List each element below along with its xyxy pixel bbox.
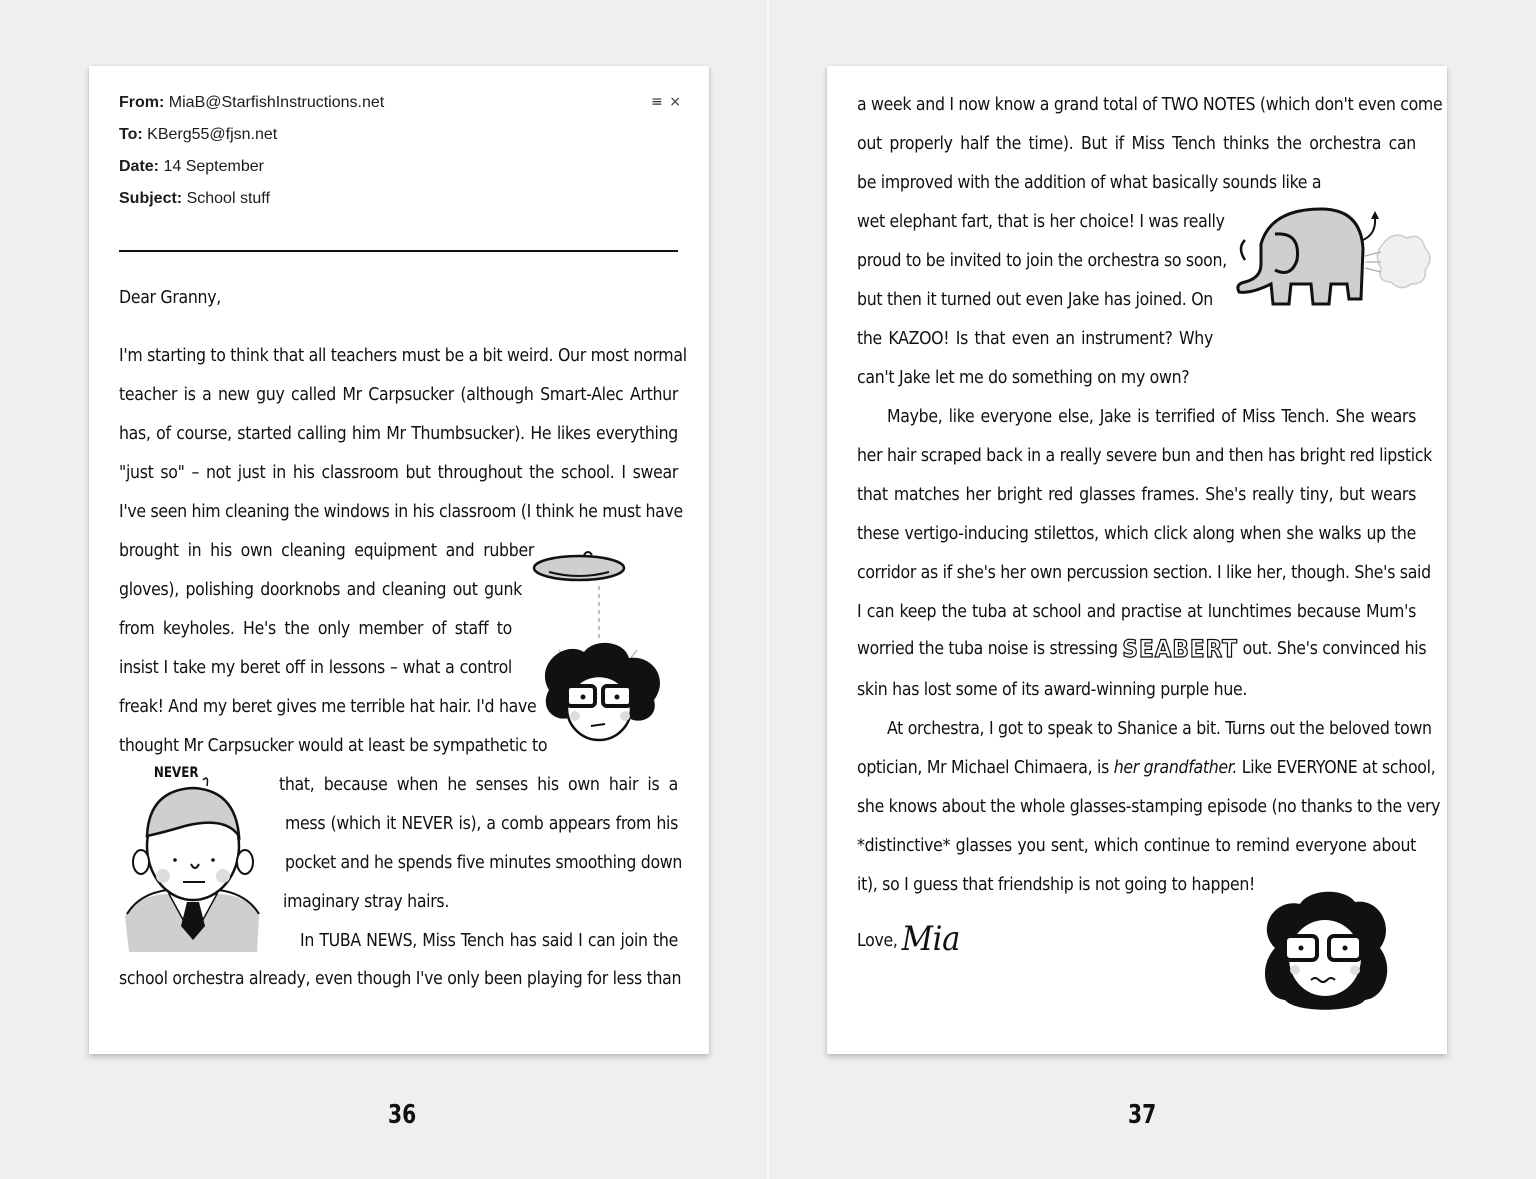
body-line: thought Mr Carpsucker would at least be sympathetic to bbox=[119, 736, 548, 756]
date-value: 14 September bbox=[163, 158, 264, 175]
teacher-illustration bbox=[125, 776, 261, 956]
body-line: brought in his own cleaning equipment and rubber bbox=[119, 541, 534, 561]
close-icon[interactable]: × bbox=[669, 94, 682, 110]
subject-label: Subject: bbox=[119, 190, 183, 207]
from-label: From: bbox=[119, 94, 165, 111]
body-line: imaginary stray hairs. bbox=[283, 892, 450, 912]
signoff: Love, Mia bbox=[857, 919, 961, 959]
to-label: To: bbox=[119, 126, 143, 143]
body-line: a week and I now know a grand total of TWO NOTES (which don't even come bbox=[857, 95, 1443, 115]
body-line: she knows about the whole glasses-stamping episode (no thanks to the very bbox=[857, 797, 1441, 817]
body-line: I've seen him cleaning the windows in his classroom (I think he must have bbox=[119, 502, 683, 522]
body-line: "just so" – not just in his classroom but throughout the school. I swear bbox=[119, 463, 678, 483]
email-subject-row bbox=[119, 190, 270, 208]
email-window-controls bbox=[651, 94, 682, 110]
page-number-right: 37 bbox=[1127, 1100, 1157, 1130]
body-line: has, of course, started calling him Mr Thumbsucker). He likes everything bbox=[119, 424, 678, 444]
greeting: Dear Granny, bbox=[119, 288, 221, 308]
from-value: MiaB@StarfishInstructions.net bbox=[168, 94, 385, 111]
menu-icon[interactable]: ≡ bbox=[651, 94, 664, 110]
body-line: these vertigo-inducing stilettos, which click along when she walks up the bbox=[857, 524, 1416, 544]
body-line: In TUBA NEWS, Miss Tench has said I can join the bbox=[300, 931, 678, 951]
body-line: At orchestra, I got to speak to Shanice a bit. Turns out the beloved town bbox=[887, 719, 1432, 739]
body-line: proud to be invited to join the orchestra so soon, bbox=[857, 251, 1227, 271]
right-page bbox=[827, 66, 1447, 1054]
body-line: wet elephant fart, that is her choice! I was really bbox=[857, 212, 1225, 232]
page-number-left: 36 bbox=[387, 1100, 417, 1130]
body-line: it), so I guess that friendship is not going to happen! bbox=[857, 875, 1256, 895]
body-line: her hair scraped back in a really severe bun and then has bright red lipstick bbox=[857, 446, 1432, 466]
to-value: KBerg55@fjsn.net bbox=[147, 126, 278, 143]
email-to-row bbox=[119, 126, 277, 144]
body-line: can't Jake let me do something on my own? bbox=[857, 368, 1190, 388]
body-line: I'm starting to think that all teachers must be a bit weird. Our most normal bbox=[119, 346, 687, 366]
book-spine bbox=[767, 0, 769, 1179]
body-line: skin has lost some of its award-winning purple hue. bbox=[857, 680, 1248, 700]
body-line: that matches her bright red glasses frames. She's really tiny, but wears bbox=[857, 485, 1416, 505]
optician-line: optician, Mr Michael Chimaera, is her grandfather. Like EVERYONE at school, bbox=[857, 758, 1436, 778]
body-line: from keyholes. He's the only member of staff to bbox=[119, 619, 512, 639]
body-line: Maybe, like everyone else, Jake is terrified of Miss Tench. She wears bbox=[887, 407, 1416, 427]
body-line: pocket and he spends five minutes smoothing down bbox=[285, 853, 683, 873]
signature: Mia bbox=[901, 919, 961, 959]
subject-value: School stuff bbox=[186, 190, 270, 207]
seabert-line: worried the tuba noise is stressing SEABERT out. She's convinced his bbox=[857, 635, 1427, 663]
body-line: but then it turned out even Jake has joined. On bbox=[857, 290, 1213, 310]
elephant-illustration bbox=[1231, 204, 1431, 314]
header-divider bbox=[119, 250, 678, 252]
body-line: freak! And my beret gives me terrible hat hair. I'd have bbox=[119, 697, 537, 717]
body-line: insist I take my beret off in lessons – what a control bbox=[119, 658, 512, 678]
never-caption: NEVER bbox=[153, 765, 199, 781]
body-line: teacher is a new guy called Mr Carpsucker (although Smart-Alec Arthur bbox=[119, 385, 678, 405]
email-from-row bbox=[119, 94, 384, 112]
body-line: gloves), polishing doorknobs and cleaning out gunk bbox=[119, 580, 522, 600]
mia-worried-illustration bbox=[1255, 888, 1395, 1010]
body-line: that, because when he senses his own hair is a bbox=[279, 775, 678, 795]
left-page bbox=[89, 66, 709, 1054]
body-line: corridor as if she's her own percussion section. I like her, though. She's said bbox=[857, 563, 1431, 583]
body-line: I can keep the tuba at school and practise at lunchtimes because Mum's bbox=[857, 602, 1416, 622]
beret-girl-illustration bbox=[529, 540, 679, 750]
seabert-name: SEABERT bbox=[1122, 635, 1238, 663]
date-label: Date: bbox=[119, 158, 160, 175]
body-line: be improved with the addition of what basically sounds like a bbox=[857, 173, 1322, 193]
body-line: the KAZOO! Is that even an instrument? Why bbox=[857, 329, 1213, 349]
body-line: *distinctive* glasses you sent, which continue to remind everyone about bbox=[857, 836, 1416, 856]
body-line: school orchestra already, even though I've only been playing for less than bbox=[119, 969, 682, 989]
body-line: mess (which it NEVER is), a comb appears from his bbox=[285, 814, 678, 834]
body-line: out properly half the time). But if Miss Tench thinks the orchestra can bbox=[857, 134, 1416, 154]
email-date-row bbox=[119, 158, 264, 176]
